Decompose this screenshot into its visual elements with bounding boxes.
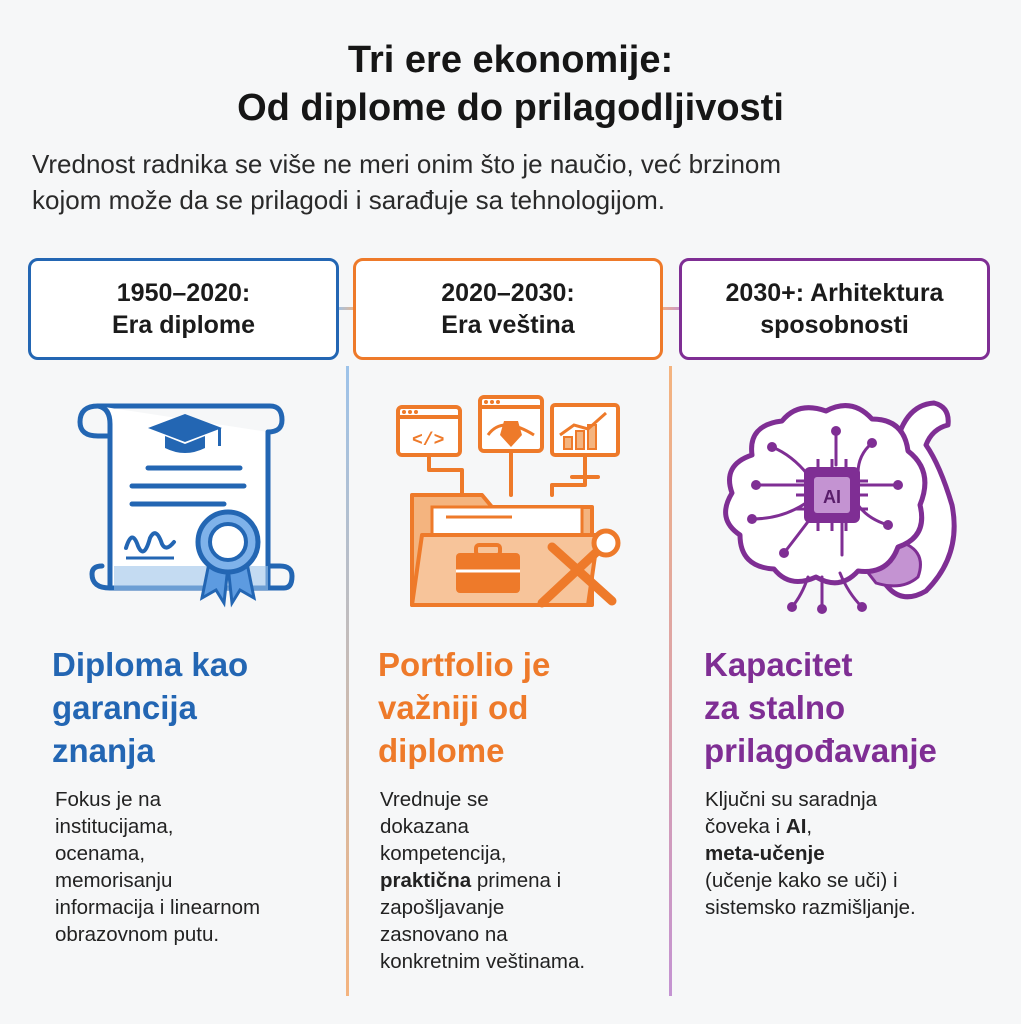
era-box-capability-line2: sposobnosti xyxy=(760,311,909,339)
divider-1 xyxy=(346,366,349,996)
body-capacity-line xyxy=(705,840,916,867)
page-title xyxy=(0,36,1021,132)
body-diploma-line: obrazovnom putu. xyxy=(55,923,220,946)
page-subtitle xyxy=(32,146,992,218)
body-portfolio xyxy=(380,786,585,975)
body-diploma-line: memorisanju xyxy=(55,869,173,892)
era-box-diploma xyxy=(28,258,339,360)
heading-capacity xyxy=(704,643,937,772)
svg-text:</>: </> xyxy=(412,431,445,451)
body-portfolio-line: zasnovano na xyxy=(380,923,508,946)
body-capacity xyxy=(705,786,916,921)
ai-chip-label: AI xyxy=(823,487,841,507)
heading-diploma xyxy=(52,643,248,772)
era-box-diploma-line1: 1950–2020: xyxy=(116,279,251,307)
heading-portfolio-line: Portfolio je xyxy=(378,646,551,683)
title-line-1: Tri ere ekonomije: xyxy=(347,39,674,81)
era-box-capability xyxy=(679,258,990,360)
subtitle-line-2: kojom može da se prilagodi i sarađuje sa tehnologijom. xyxy=(32,185,666,215)
divider-2 xyxy=(669,366,672,996)
bold-meta-ucenje: meta-učenje xyxy=(705,842,825,865)
era-box-capability-line1: 2030+: Arhitektura xyxy=(725,279,944,307)
body-portfolio-line: kompetencija, xyxy=(380,842,507,865)
ai-brain-muscle-icon xyxy=(712,395,972,615)
heading-diploma-line: garancija xyxy=(52,689,197,726)
era-box-skills xyxy=(353,258,663,360)
bold-prakticna: praktična xyxy=(380,869,472,892)
diploma-scroll-icon xyxy=(70,398,300,613)
heading-diploma-line: Diploma kao xyxy=(52,646,249,683)
portfolio-folder-tools-icon xyxy=(392,395,632,615)
body-capacity-line: (učenje kako se uči) i xyxy=(705,869,898,892)
body-diploma-line: Fokus je na xyxy=(55,788,161,811)
body-capacity-line xyxy=(705,813,916,840)
heading-diploma-line: znanja xyxy=(52,732,155,769)
body-portfolio-line xyxy=(380,867,585,894)
heading-capacity-line: Kapacitet xyxy=(704,646,853,683)
heading-portfolio-line: važniji od xyxy=(378,689,529,726)
era-box-skills-line2: Era veština xyxy=(441,311,575,339)
era-box-skills-line1: 2020–2030: xyxy=(441,279,575,307)
body-diploma-line: informacija i linearnom xyxy=(55,896,261,919)
body-portfolio-line: zapošljavanje xyxy=(380,896,505,919)
heading-capacity-line: za stalno xyxy=(704,689,846,726)
heading-portfolio-line: diplome xyxy=(378,732,505,769)
body-diploma xyxy=(55,786,260,948)
heading-capacity-line: prilagođavanje xyxy=(704,732,937,769)
heading-portfolio xyxy=(378,643,550,772)
subtitle-line-1: Vrednost radnika se više ne meri onim što je naučio, već brzinom xyxy=(32,149,782,179)
body-portfolio-line-rest: primena i xyxy=(471,869,562,892)
body-capacity-line: sistemsko razmišljanje. xyxy=(705,896,916,919)
body-capacity-plain: čoveka i xyxy=(705,815,786,838)
era-box-diploma-line2: Era diplome xyxy=(111,311,256,339)
bold-ai: AI xyxy=(785,815,807,838)
body-portfolio-line: dokazana xyxy=(380,815,469,838)
body-capacity-comma: , xyxy=(806,815,813,838)
body-portfolio-line: Vrednuje se xyxy=(380,788,489,811)
body-diploma-line: institucijama, xyxy=(55,815,174,838)
body-diploma-line: ocenama, xyxy=(55,842,146,865)
body-portfolio-line: konkretnim veštinama. xyxy=(380,950,586,973)
body-capacity-line: Ključni su saradnja xyxy=(705,788,878,811)
title-line-2: Od diplome do prilagodljivosti xyxy=(237,87,784,129)
